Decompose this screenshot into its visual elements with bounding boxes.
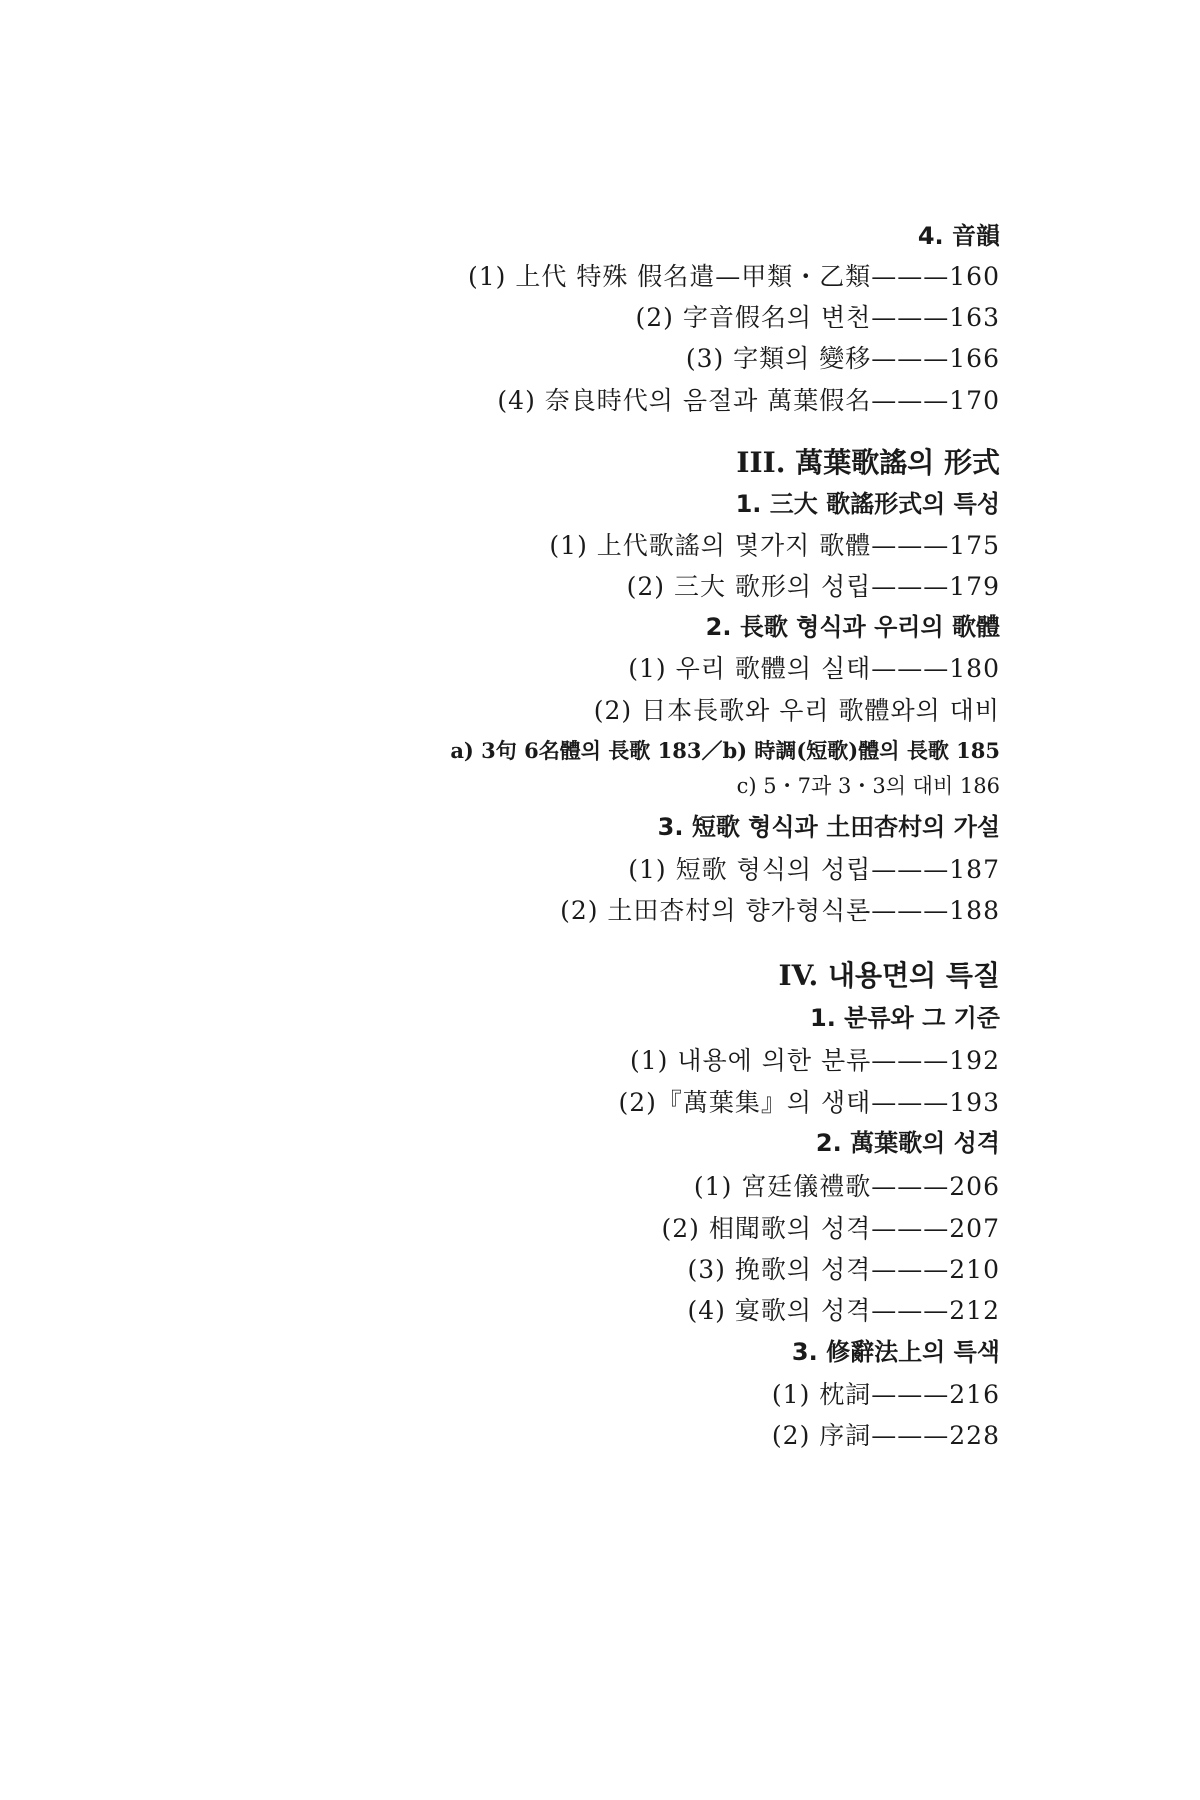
toc-entry: (1) 내용에 의한 분류———192 (629, 1046, 1000, 1075)
toc-entry: (3) 字類의 變移———166 (685, 344, 1000, 373)
toc-section-heading: 2. 長歌 형식과 우리의 歌體 (705, 613, 1000, 641)
toc-entry: (1) 宮廷儀禮歌———206 (693, 1172, 1000, 1201)
toc-entry: (1) 우리 歌體의 실태———180 (628, 654, 1000, 683)
toc-entry: (4) 奈良時代의 음절과 萬葉假名———170 (497, 386, 1000, 415)
toc-section-heading: 3. 修辭法上의 특색 (791, 1338, 1000, 1366)
toc-entry: (2) 字音假名의 변천———163 (635, 303, 1000, 332)
toc-entry: (1) 短歌 형식의 성립———187 (628, 855, 1000, 884)
toc-entry: (2) 日本長歌와 우리 歌體와의 대비 (593, 696, 1000, 725)
toc-entry: (3) 挽歌의 성격———210 (687, 1255, 1000, 1284)
toc-entry: (2)『萬葉集』의 생태———193 (618, 1088, 1000, 1117)
toc-entry: (2) 土田杏村의 향가형식론———188 (560, 896, 1000, 925)
toc-chapter-heading: IV. 내용면의 특질 (778, 959, 1000, 992)
toc-entry: (2) 序詞———228 (771, 1421, 1000, 1450)
toc-entry: (1) 枕詞———216 (771, 1380, 1000, 1409)
toc-entry: (2) 三大 歌形의 성립———179 (626, 572, 1000, 601)
toc-section-heading: 3. 短歌 형식과 土田杏村의 가설 (657, 813, 1000, 841)
toc-chapter-heading: III. 萬葉歌謠의 形式 (736, 446, 1000, 479)
toc-entry: (1) 上代 特殊 假名遣—甲類・乙類———160 (468, 262, 1000, 291)
toc-section-heading: 2. 萬葉歌의 성격 (815, 1129, 1000, 1157)
toc-entry: (2) 相聞歌의 성격———207 (661, 1214, 1000, 1243)
toc-section-heading: 1. 분류와 그 기준 (810, 1004, 1000, 1032)
toc-subentry: a) 3句 6名體의 長歌 183／b) 時調(短歌)體의 長歌 185 (450, 738, 1000, 763)
toc-section-heading: 4. 音韻 (917, 222, 1000, 250)
toc-subentry: c) 5・7과 3・3의 대비 186 (736, 774, 1000, 798)
toc-entry: (4) 宴歌의 성격———212 (687, 1296, 1000, 1325)
toc-entry: (1) 上代歌謠의 몇가지 歌體———175 (549, 531, 1000, 560)
toc-section-heading: 1. 三大 歌謠形式의 특성 (735, 490, 1000, 518)
